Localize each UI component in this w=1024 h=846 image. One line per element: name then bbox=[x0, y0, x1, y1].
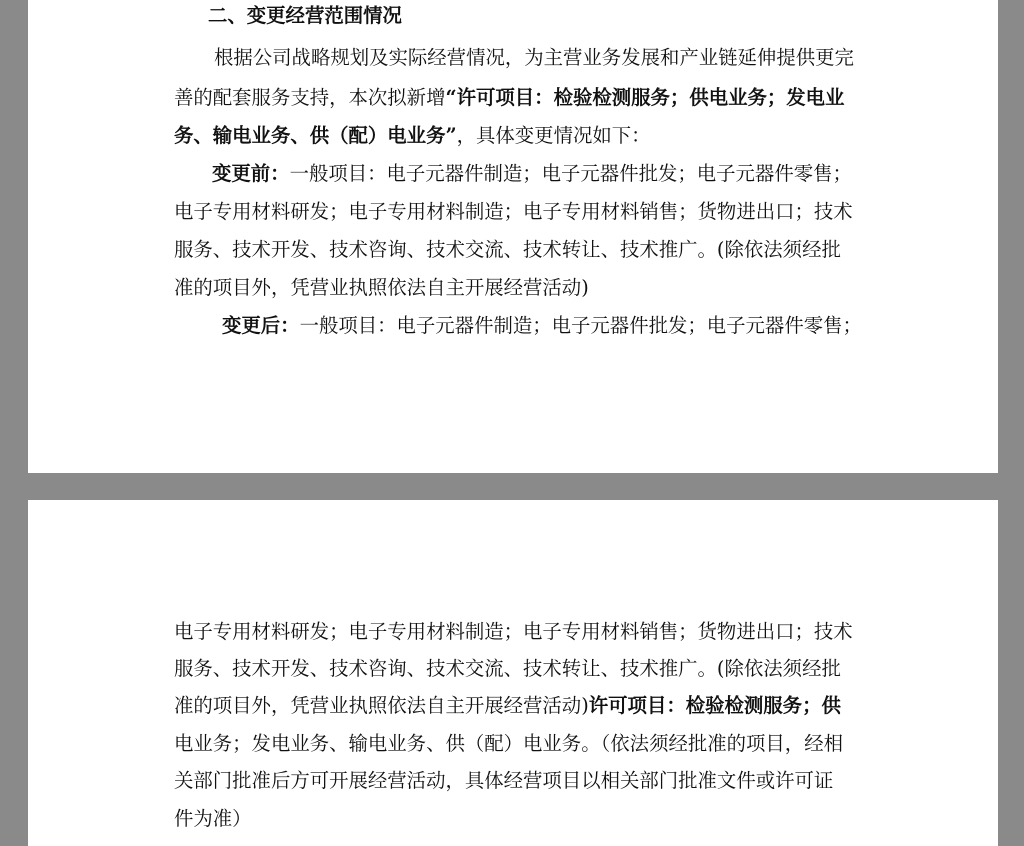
intro-line-1: 根据公司战略规划及实际经营情况，为主营业务发展和产业链延伸提供更完 bbox=[214, 46, 854, 69]
intro-line-3: 务、输电业务、供（配）电业务”，具体变更情况如下： bbox=[174, 124, 651, 147]
before-line-2: 电子专用材料研发；电子专用材料制造；电子专用材料销售；货物进出口；技术 bbox=[174, 200, 853, 223]
before-label: 变更前： bbox=[212, 162, 290, 185]
before-line-4: 准的项目外，凭营业执照依法自主开展经营活动) bbox=[174, 276, 589, 299]
after-line-1: 变更后：一般项目：电子元器件制造；电子元器件批发；电子元器件零售； bbox=[222, 314, 862, 337]
after-line-3: 服务、技术开发、技术咨询、技术交流、技术转让、技术推广。(除依法须经批 bbox=[174, 657, 841, 680]
after-line-5: 电业务；发电业务、输电业务、供（配）电业务。（依法须经批准的项目，经相 bbox=[174, 732, 843, 755]
after-line-6: 关部门批准后方可开展经营活动，具体经营项目以相关部门批准文件或许可证 bbox=[174, 769, 834, 792]
intro-line-2: 善的配套服务支持，本次拟新增“许可项目：检验检测服务；供电业务；发电业 bbox=[174, 86, 845, 109]
section-heading: 二、变更经营范围情况 bbox=[208, 4, 402, 27]
after-line-2: 电子专用材料研发；电子专用材料制造；电子专用材料销售；货物进出口；技术 bbox=[174, 620, 853, 643]
after-line-4: 准的项目外，凭营业执照依法自主开展经营活动)许可项目：检验检测服务；供 bbox=[174, 694, 841, 717]
document-page-1 bbox=[28, 0, 998, 473]
after-line-7: 件为准） bbox=[174, 807, 252, 830]
after-label: 变更后： bbox=[222, 314, 300, 337]
document-page-2 bbox=[28, 500, 998, 846]
before-line-1: 变更前：一般项目：电子元器件制造；电子元器件批发；电子元器件零售； bbox=[212, 162, 852, 185]
before-line-3: 服务、技术开发、技术咨询、技术交流、技术转让、技术推广。(除依法须经批 bbox=[174, 238, 841, 261]
